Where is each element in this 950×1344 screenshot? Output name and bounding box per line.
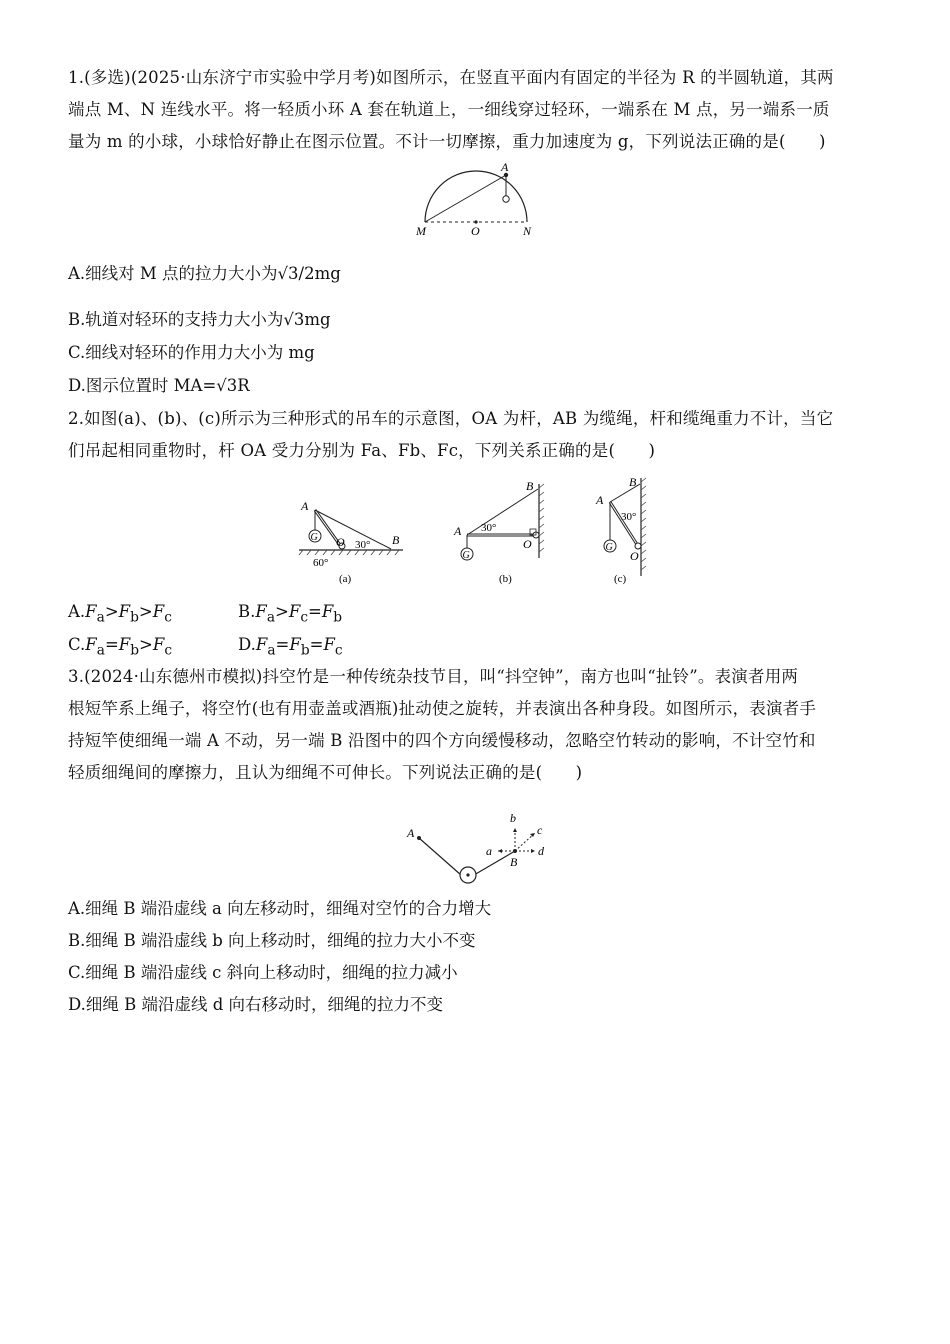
angle-30: 30° <box>621 511 637 523</box>
q1-semicircle-figure <box>410 160 540 240</box>
q2-option-b[interactable]: $B.F_a>F_c=F_b$ <box>238 602 343 626</box>
label-a: A <box>407 826 415 840</box>
q2-figure-b <box>450 478 555 586</box>
point-a <box>417 836 421 840</box>
q3-stem-line-3: 持短竿使细绳一端 A 不动，另一端 B 沿图中的四个方向缓慢移动，忽略空竹转动的影响，不计空竹和 <box>68 731 816 750</box>
q1-option-c[interactable]: C.细线对轻环的作用力大小为 mg <box>68 343 315 362</box>
label-dir-c: c <box>537 823 543 837</box>
q2-figure-c <box>592 472 654 586</box>
q3-option-a[interactable]: A.细绳 B 端沿虚线 a 向左移动时，细绳对空竹的合力增大 <box>68 899 492 918</box>
q3-stem-line-4: 轻质细绳间的摩擦力，且认为细绳不可伸长。下列说法正确的是( ) <box>68 763 583 782</box>
q3-option-b[interactable]: B.细绳 B 端沿虚线 b 向上移动时，细绳的拉力大小不变 <box>68 931 476 950</box>
label-dir-d: d <box>538 844 544 858</box>
ground-hatching <box>299 550 399 555</box>
label-g: G <box>462 550 470 561</box>
q3-diabolo-figure <box>400 808 560 890</box>
label-g: G <box>310 532 318 543</box>
label-b: B <box>510 855 518 869</box>
q3-stem-line-2: 根短竿系上绳子，将空竹(也有用壶盖或酒瓶)扯动使之旋转，并表演出各种身段。如图所示，表演者手 <box>68 699 817 718</box>
label-n: N <box>523 224 532 238</box>
angle-30: 30° <box>355 539 371 551</box>
q3-stem-line-1: 3.(2024·山东德州市模拟)抖空竹是一种传统杂技节目，叫“抖空钟”，南方也叫“扯铃”。表演者用两 <box>68 667 799 686</box>
label-a: A <box>301 499 309 513</box>
label-g: G <box>605 542 613 553</box>
q2-option-c[interactable]: $C.F_a=F_b>F_c$ <box>68 635 173 659</box>
label-o: O <box>523 537 532 551</box>
rope-right <box>474 851 515 875</box>
cable-ab <box>315 510 391 549</box>
diabolo-center <box>466 873 469 876</box>
label-dir-b: b <box>510 811 516 825</box>
label-o: O <box>630 549 639 563</box>
caption-b: (b) <box>499 573 512 585</box>
caption-c: (c) <box>614 573 627 585</box>
q1-stem-line-1: 1.(多选)(2025·山东济宁市实验中学月考)如图所示，在竖直平面内有固定的半径为 R 的半圆轨道，其两 <box>68 68 834 87</box>
q1-stem-line-2: 端点 M、N 连线水平。将一轻质小环 A 套在轨道上，一细线穿过轻环，一端系在 M 点，另一端系一质 <box>68 100 830 119</box>
q2-stem-line-2: 们吊起相同重物时，杆 OA 受力分别为 Fa、Fb、Fc，下列关系正确的是( ) <box>68 441 656 460</box>
label-m: M <box>416 224 426 238</box>
q3-option-d[interactable]: D.细绳 B 端沿虚线 d 向右移动时，细绳的拉力不变 <box>68 995 444 1014</box>
caption-a: (a) <box>339 573 352 585</box>
q1-stem-line-3: 量为 m 的小球，小球恰好静止在图示位置。不计一切摩擦，重力加速度为 g，下列说法正确的是( ) <box>68 132 826 151</box>
q1-option-d[interactable]: D.图示位置时 MA=√3R <box>68 376 250 395</box>
angle-30: 30° <box>481 522 497 534</box>
q2-figure-a <box>295 478 410 586</box>
label-o: O <box>471 224 480 238</box>
cable-ab <box>467 489 538 535</box>
label-dir-a: a <box>486 844 492 858</box>
label-b: B <box>392 533 400 547</box>
q1-option-b[interactable]: B.轨道对轻环的支持力大小为√3mg <box>68 310 331 329</box>
wall-hatching <box>641 478 646 570</box>
angle-60: 60° <box>313 557 329 569</box>
label-o: O <box>336 535 345 549</box>
q2-option-d[interactable]: $D.F_a=F_b=F_c$ <box>238 635 343 659</box>
label-a: A <box>501 160 509 174</box>
wall-hatching <box>539 484 544 552</box>
label-a: A <box>596 493 604 507</box>
ball <box>503 196 509 202</box>
q3-option-c[interactable]: C.细绳 B 端沿虚线 c 斜向上移动时，细绳的拉力减小 <box>68 963 458 982</box>
q2-stem-line-1: 2.如图(a)、(b)、(c)所示为三种形式的吊车的示意图，OA 为杆，AB 为缆绳，杆和缆绳重力不计，当它 <box>68 409 834 428</box>
label-b: B <box>629 475 637 489</box>
label-b: B <box>526 479 534 493</box>
rope-left <box>419 838 461 875</box>
q1-option-a[interactable]: A.细线对 M 点的拉力大小为√3/2mg <box>68 264 341 283</box>
string-ma <box>425 175 506 222</box>
semicircle-track <box>425 171 527 222</box>
q2-option-a[interactable]: $A.F_a>F_b>F_c$ <box>68 602 172 626</box>
label-a: A <box>454 524 462 538</box>
